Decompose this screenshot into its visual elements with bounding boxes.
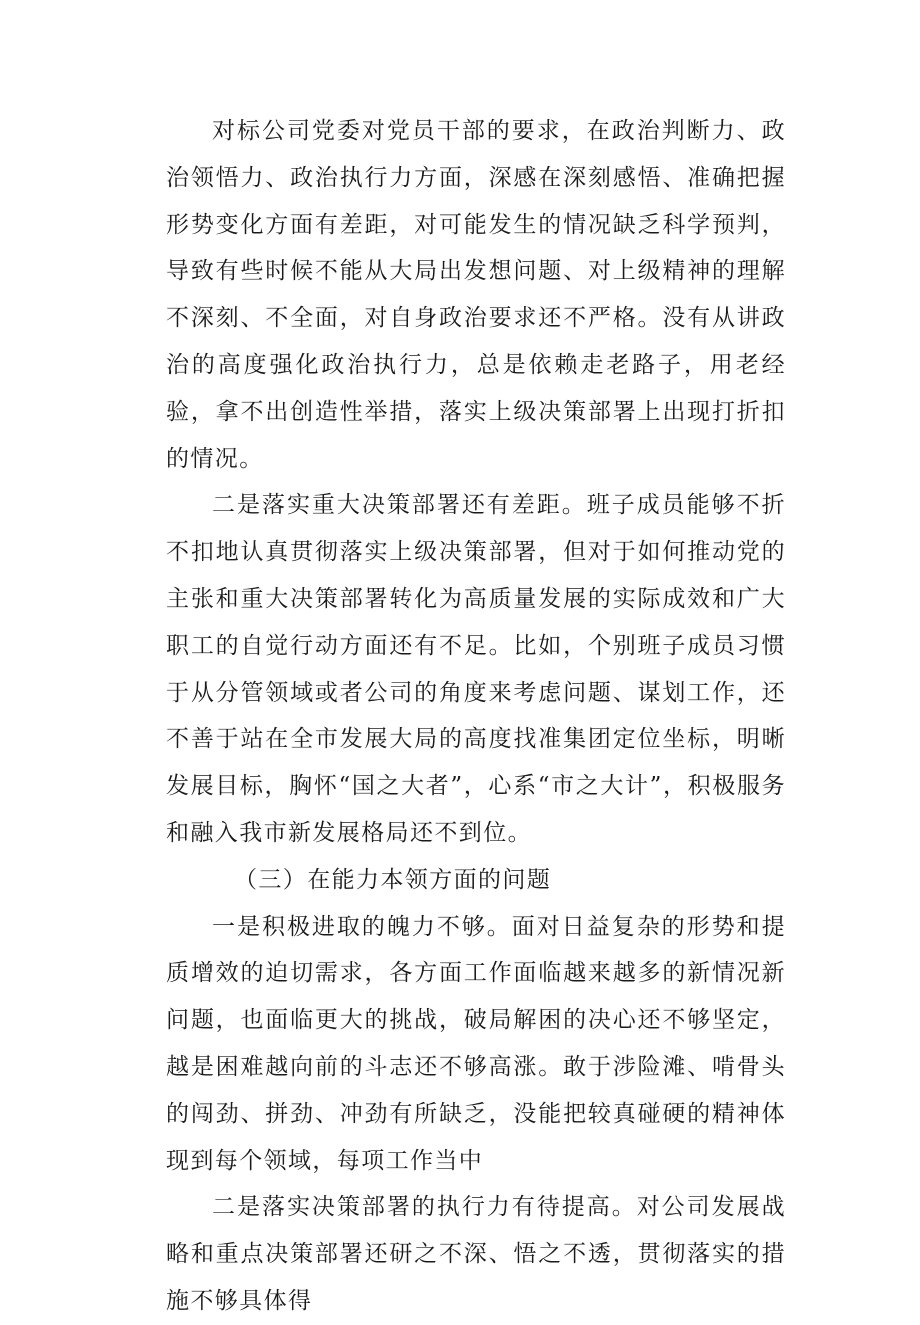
paragraph-enterprising-spirit: 一是积极进取的魄力不够。面对日益复杂的形势和提质增效的迫切需求，各方面工作面临越来越多的新情况新问题，也面临更大的挑战，破局解困的决心还不够坚定，越是困难越向前的斗志还不够高涨。敢于涉险滩、啃骨头的闯劲、拼劲、冲劲有所缺乏，没能把较真碰硬的精神体现到每个领域，每项工作当中 — [166, 913, 786, 1174]
section-heading-ability: （三）在能力本领方面的问题 — [234, 866, 552, 893]
paragraph-political-judgment: 对标公司党委对党员干部的要求，在政治判断力、政治领悟力、政治执行力方面，深感在深刻感悟、准确把握形势变化方面有差距，对可能发生的情况缺乏科学预判，导致有些时候不能从大局出发想问题、对上级精神的理解不深刻、不全面，对自身政治要求还不严格。没有从讲政治的高度强化政治执行力，总是依赖走老路子，用老经验，拿不出创造性举措，落实上级决策部署上出现打折扣的情况。 — [166, 118, 786, 472]
document-body — [166, 108, 786, 1325]
paragraph-decision-implementation-gap: 二是落实重大决策部署还有差距。班子成员能够不折不扣地认真贯彻落实上级决策部署，但对于如何推动党的主张和重大决策部署转化为高质量发展的实际成效和广大职工的自觉行动方面还有不足。比如，个别班子成员习惯于从分管领域或者公司的角度来考虑问题、谋划工作，还不善于站在全市发展大局的高度找准集团定位坐标，明晰发展目标，胸怀“国之大者”，心系“市之大计”，积极服务和融入我市新发展格局还不到位。 — [166, 492, 786, 846]
paragraph-execution-ability: 二是落实决策部署的执行力有待提高。对公司发展战略和重点决策部署还研之不深、悟之不透，贯彻落实的措施不够具体得 — [166, 1194, 786, 1314]
